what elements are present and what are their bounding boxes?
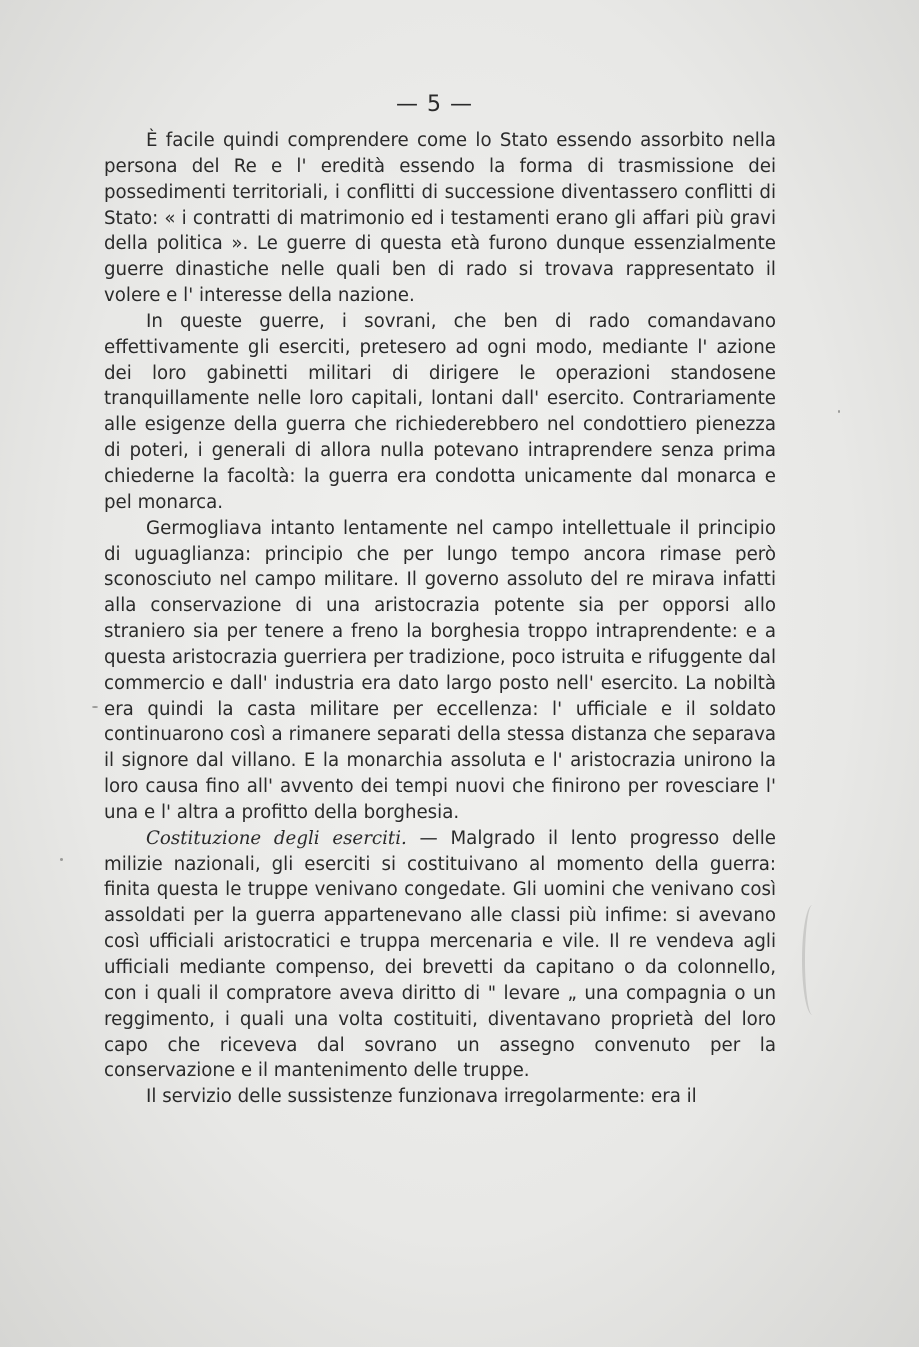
paragraph-5-fragment: Il servizio delle sussistenze funzionava irregolarmente: era il [146,1086,697,1108]
page-number: — 5 — [396,92,473,117]
margin-mark [802,905,823,1015]
body-text [104,128,776,1110]
paper-speck [838,410,840,413]
paragraph-3: Germogliava intanto lentamente nel campo intellettuale il principio di uguaglianza: principio che per lungo tempo ancora rimase però sconosciuto nel campo militare. Il governo assoluto del re mirava infatti alla conservazione di una aristocrazia potente sia per opporsi allo straniero sia per tenere a freno la borghesia troppo intraprendente: e a questa aristocrazia guerriera per tradizione, poco istruita e rifuggente dal commercio e dall' industria era dato largo posto nell' esercito. La nobiltà era quindi la casta militare per eccellenza: l' ufficiale e il soldato continuarono così a rimanere separati della stessa distanza che separava il signore dal villano. E la monarchia assoluta e l' aristocrazia unirono la loro causa fino all' avvento dei tempi nuovi che finirono per rovesciare l' una e l' altra a profitto della borghesia. [104,517,776,823]
section-text: Malgrado il lento progresso delle milizie nazionali, gli eserciti si costituivano al momento della guerra: finita questa le truppe venivano congedate. Gli uomini che venivano così assoldati per la guerra appartenevano alle classi più infime: si avevano così ufficiali aristocratici e truppa mercenaria e vile. Il re vendeva agli ufficiali mediante compenso, dei brevetti da capitano o da colonnello, con i quali il compratore aveva diritto di " levare „ una compagnia o un reggimento, i quali una volta costituiti, diventavano proprietà del loro capo che riceveva dal sovrano un assegno convenuto per la conservazione e il mantenimento delle truppe. [104,827,776,1082]
paragraph-2: In queste guerre, i sovrani, che ben di rado comandavano effettivamente gli eserciti, pretesero ad ogni modo, mediante l' azione dei loro gabinetti militari di dirigere le operazioni standosene tranquillamente nelle loro capitali, lontani dall' esercito. Contrariamente alle esigenze della guerra che richiederebbero nel condottiero pienezza di poteri, i generali di allora nulla potevano intraprendere senza prima chiederne la facoltà: la guerra era condotta unicamente dal monarca e pel monarca. [104,310,776,513]
paper-speck [92,706,98,708]
paper-speck [60,858,63,861]
section-dash: — [406,827,451,849]
section-heading: Costituzione degli eserciti. [146,827,407,849]
paragraph-1: È facile quindi comprendere come lo Stato essendo assorbito nella persona del Re e l' eredità essendo la forma di trasmissione dei possedimenti territoriali, i conflitti di successione diventassero conflitti di Stato: « i contratti di matrimonio ed i testamenti erano gli affari più gravi della politica ». Le guerre di questa età furono dunque essenzialmente guerre dinastiche nelle quali ben di rado si trovava rappresentato il volere e l' interesse della nazione. [104,130,776,307]
paragraph-4 [104,826,776,1084]
